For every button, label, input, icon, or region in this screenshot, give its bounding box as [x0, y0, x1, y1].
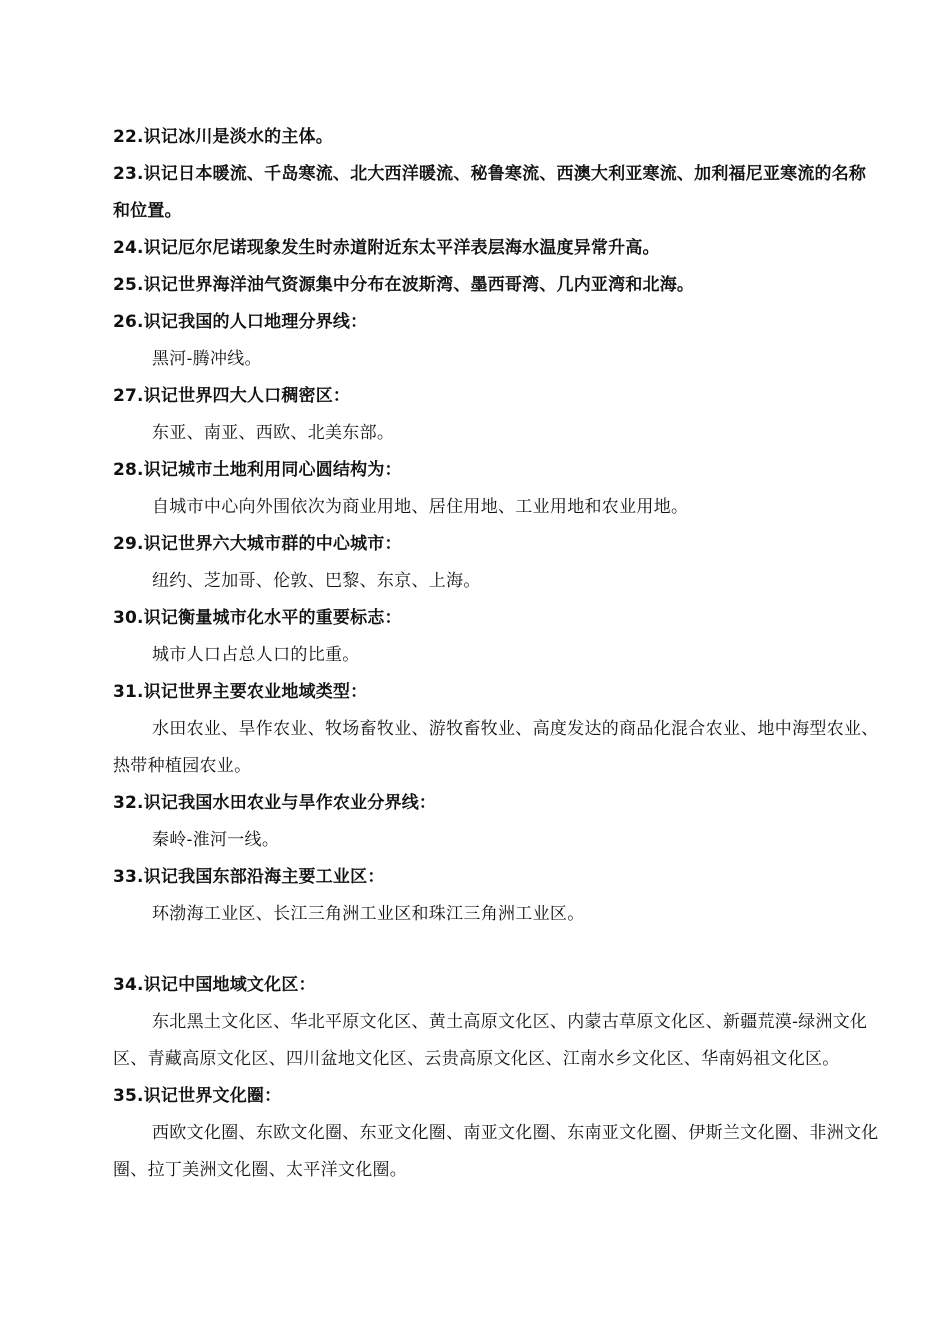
- item-29-body: 纽约、芝加哥、伦敦、巴黎、东京、上海。: [152, 571, 481, 591]
- item-27-heading: 27.识记世界四大人口稠密区：: [113, 386, 351, 406]
- item-32-heading: 32.识记我国水田农业与旱作农业分界线：: [113, 793, 437, 813]
- item-22-heading: 22.识记冰川是淡水的主体。: [113, 127, 333, 147]
- item-32-body: 秦岭-淮河一线。: [152, 830, 280, 850]
- item-23-heading: 23.识记日本暖流、千岛寒流、北大西洋暖流、秘鲁寒流、西澳大利亚寒流、加利福尼亚寒流的名称和位置。: [113, 164, 867, 221]
- item-29-heading: 29.识记世界六大城市群的中心城市：: [113, 534, 402, 554]
- item-26-heading: 26.识记我国的人口地理分界线：: [113, 312, 368, 332]
- section-spacer: [113, 933, 883, 967]
- item-34-heading: 34.识记中国地域文化区：: [113, 975, 316, 995]
- item-33-body: 环渤海工业区、长江三角洲工业区和珠江三角洲工业区。: [152, 904, 585, 924]
- item-30-heading: 30.识记衡量城市化水平的重要标志：: [113, 608, 402, 628]
- item-27-body: 东亚、南亚、西欧、北美东部。: [152, 423, 395, 443]
- item-31-heading: 31.识记世界主要农业地域类型：: [113, 682, 368, 702]
- item-31-body: 水田农业、旱作农业、牧场畜牧业、游牧畜牧业、高度发达的商品化混合农业、地中海型农业、热带种植园农业。: [113, 719, 879, 776]
- item-30-body: 城市人口占总人口的比重。: [152, 645, 360, 665]
- item-25-heading: 25.识记世界海洋油气资源集中分布在波斯湾、墨西哥湾、几内亚湾和北海。: [113, 275, 695, 295]
- item-28-heading: 28.识记城市土地利用同心圆结构为：: [113, 460, 402, 480]
- item-35-body: 西欧文化圈、东欧文化圈、东亚文化圈、南亚文化圈、东南亚文化圈、伊斯兰文化圈、非洲文化圈、拉丁美洲文化圈、太平洋文化圈。: [113, 1123, 879, 1180]
- item-28-body: 自城市中心向外围依次为商业用地、居住用地、工业用地和农业用地。: [152, 497, 689, 517]
- item-33-heading: 33.识记我国东部沿海主要工业区：: [113, 867, 385, 887]
- item-24-heading: 24.识记厄尔尼诺现象发生时赤道附近东太平洋表层海水温度异常升高。: [113, 238, 660, 258]
- item-35-heading: 35.识记世界文化圈：: [113, 1086, 282, 1106]
- item-34-body: 东北黑土文化区、华北平原文化区、黄土高原文化区、内蒙古草原文化区、新疆荒漠-绿洲文化区、青藏高原文化区、四川盆地文化区、云贵高原文化区、江南水乡文化区、华南妈祖文化区。: [113, 1012, 868, 1069]
- item-26-body: 黑河-腾冲线。: [152, 349, 262, 369]
- document-page: [113, 119, 883, 1189]
